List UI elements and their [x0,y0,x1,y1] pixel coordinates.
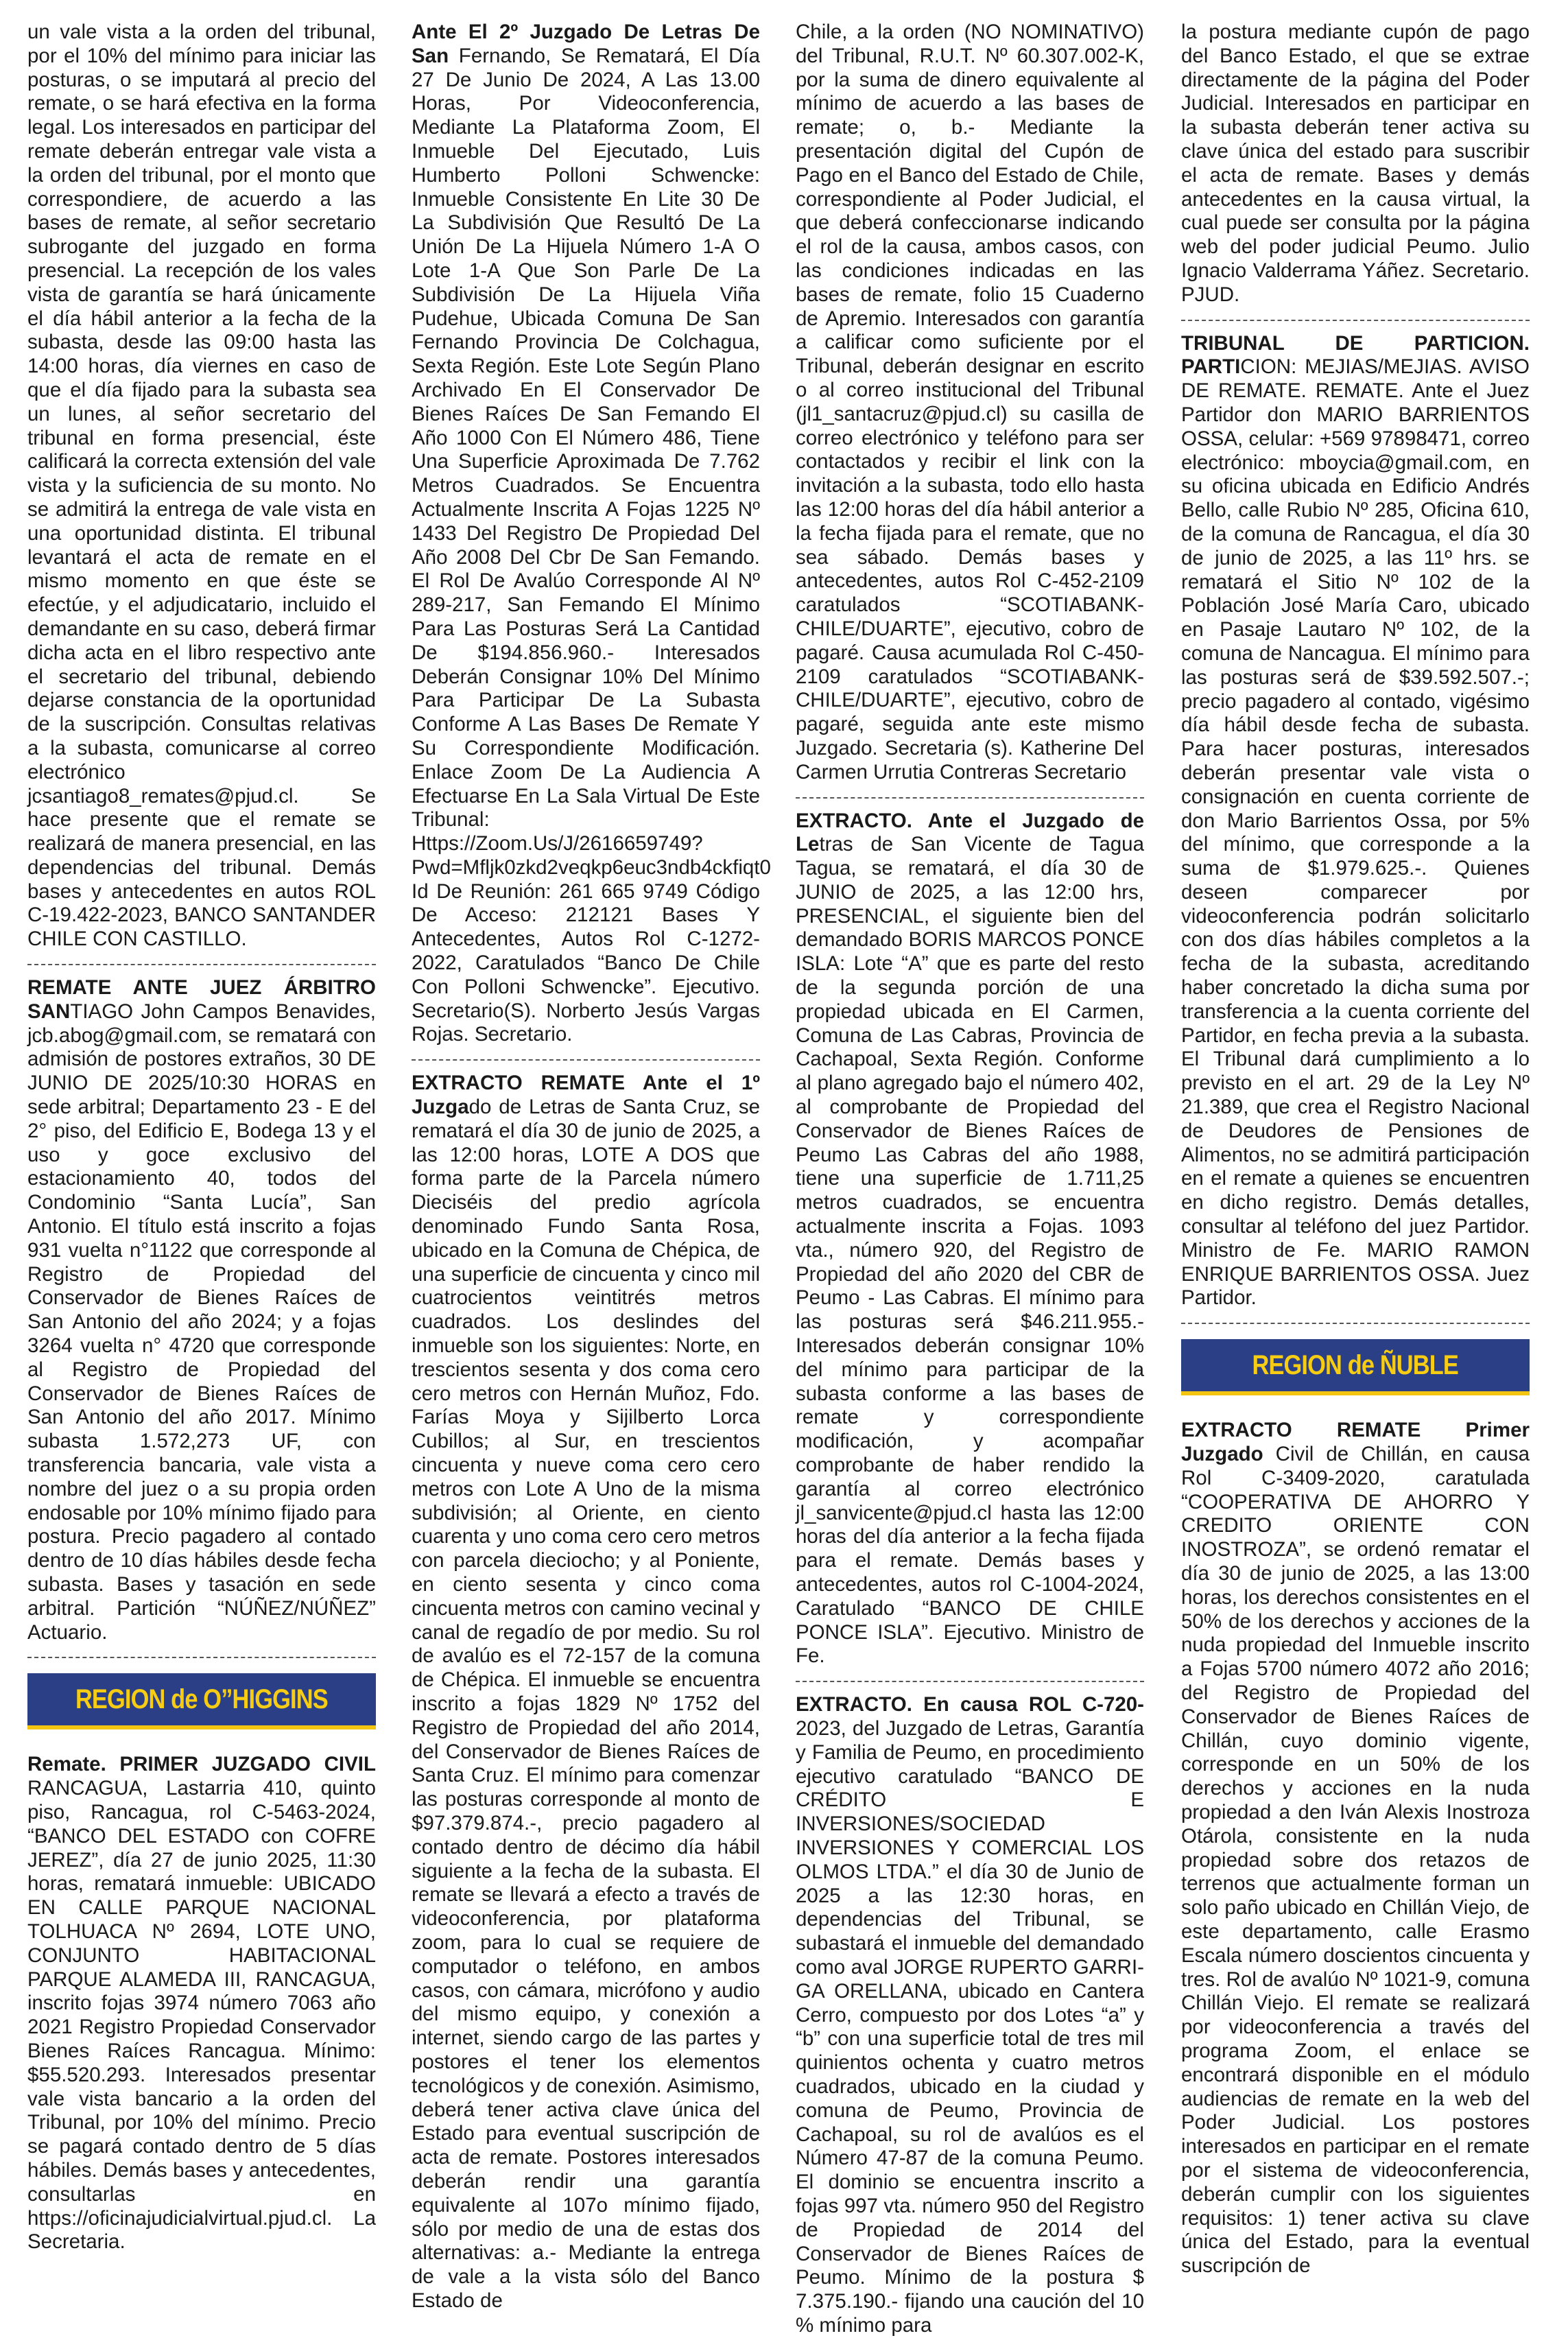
notice-peumo-continued [1181,21,1530,307]
notice-primer-juzgado-rancagua [27,1753,376,2254]
notice-chillan [1181,1419,1530,2278]
region-banner-nuble [1181,1339,1530,1395]
notice-text: RANCAGUA, Lastarria 410, quinto piso, Rancagua, rol C-5463-2024, “BANCO DEL ESTADO con COFRE JEREZ”, día 27 de junio 2025, 11:30 horas, rematará inmueble: UBICADO EN CALLE PARQUE NACIONAL TOLHUACA Nº 2694, LOTE UNO, CONJUNTO HABITACIONAL PARQUE ALAMEDA III, RANCAGUA, inscrito fojas 3974 número 7063 año 2021 Registro Propiedad Conservador Bienes Raíces Rancagua. Mínimo: $55.520.293. Interesados presentar vale vista bancario a la orden del Tribunal, por 10% del mínimo. Precio se pagará contado dentro de 5 días hábiles. Demás bases y antecedentes, consultarlas en https://oficinajudicialvirtual.pjud.cl. La Secretaria. [27,1777,376,2254]
column-1 [27,21,376,2254]
notice-heading: EXTRACTO. En causa ROL C-720- [796,1693,1144,1716]
notice-text: la postura mediante cupón de pago del Banco Estado, el que se extrae directamente de la página del Poder Judicial. Interesados en participar en la subasta deberán tener activa su clave única del estado para suscribir el acta de remate. Bases y demás antecedentes en la causa virtual, la cual puede ser consulta por la página web del poder judicial Peumo. Julio Ignacio Valderrama Yáñez. Secretario. PJUD. [1181,21,1530,306]
notice-text: 2023, del Juzgado de Letras, Garantía y Familia de Peumo, en procedimiento ejecutivo caratulado “BANCO DE CRÉDITO E INVERSIONES/SOCIEDAD INVERSIONES Y COMERCIAL LOS OLMOS LTDA.” el día 30 de Junio de 2025 a las 12:30 horas, en dependencias del Tribunal, se subastará el inmueble del demandado como aval JORGE RUPERTO GARRI-GA ORELLANA, ubicado en Cantera Cerro, compuesto por dos Lotes “a” y “b” con una superficie total de tres mil quinientos ochenta y cuatro metros cuadrados, ubicado en la ciudad y comuna de Peumo, Provincia de Cachapoal, su rol de avalúos es el Número 47-87 de la comuna Peumo. El dominio se encuentra inscrito a fojas 997 vta. número 950 del Registro de Propiedad de 2014 del Conservador de Bienes Raíces de Peumo. Mínimo de la postura $ 7.375.190.- fijando una caución del 10 % mínimo para [796,1716,1144,2337]
notice-heading: Remate. PRIMER JUZGADO CIVIL [27,1753,376,1776]
divider [412,1059,760,1061]
notice-heading: Ante El 2º Juzgado De Letras De San [412,21,760,67]
notice-san-vicente [796,810,1144,1669]
column-4 [1181,21,1530,2278]
notice-text: Chile, a la orden (NO NOMINATIVO) del Tribunal, R.U.T. Nº 60.307.002-K, por la suma de dinero equivalente al mínimo de acuerdo a las bases de remate; o, b.- Mediante la presentación digital del Cupón de Pago en el Banco del Estado de Chile, correspondiente al Poder Judicial, el que deberá confeccionarse indicando el rol de la causa, ambos casos, con las condiciones indicadas en las bases de remate, folio 15 Cuaderno de Apremio. Interesados con garantía a calificar como suficiente por el Tribunal, deberán designar en escrito o al correo institucional del Tribunal (jl1_santacruz@pjud.cl) su casilla de correo electrónico y teléfono para ser contactados y recibir el link con la invitación a la subasta, todo ello hasta las 12:00 horas del día hábil anterior a la fecha fijada para el remate, que no sea sábado. Demás bases y antecedentes, autos Rol C-452-2109 caratulados “SCOTIABANK-CHILE/DUARTE”, ejecutivo, cobro de pagaré. Causa acumulada Rol C-450-2109 caratulados “SCOTIABANK-CHILE/DUARTE”, ejecutivo, cobro de pagaré, seguida ante este mismo Juzgado. Secretaria (s). Katherine Del Carmen Urrutia Contreras Secretario [796,21,1144,783]
region-banner-label: REGION de ÑUBLE [1252,1349,1459,1380]
notice-santander-castillo [27,21,376,952]
region-banner-ohiggins [27,1673,376,1729]
divider [1181,320,1530,321]
notice-text: Civil de Chillán, en causa Rol C-3409-2020, caratulada “COOPERATIVA DE AHORRO Y CREDITO ORIENTE CON INOSTROZA”, se ordenó rematar el día 30 de junio de 2025, a las 13:00 horas, los derechos consistentes en el 50% de los derechos y acciones de la nuda propiedad del Inmueble inscrito a Fojas 5700 número 4072 año 2016; del Registro de Propiedad del Conservador de Bienes Raíces de Chillán, cuyo dominio vigente, corresponde en un 50% de los derechos y acciones en la nuda propiedad a den Iván Alexis Inostroza Otárola, consistente en la nuda propiedad sobre dos retazos de terrenos que actualmente forman un solo paño ubicado en Chillán Viejo, de este departamento, calle Erasmo Escala número doscientos cincuenta y tres. Rol de avalúo Nº 1021-9, comuna Chillán Viejo. El remate se realizará por videoconferencia a través del programa Zoom, el enlace se encontrará disponible en el módulo audiencias de remate en la web del Poder Judicial. Los postores interesados en participar en el remate por el sistema de videoconferencia, deberán cumplir con los siguientes requisitos: 1) tener activa su clave única del Estado, para la eventual suscripción de [1181,1443,1530,2278]
notice-scotiabank-duarte [796,21,1144,785]
column-3 [796,21,1144,2338]
notice-text: Fernando, Se Rematará, El Día 27 De Junio De 2024, A Las 13.00 Horas, Por Videoconferencia, Mediante La Plataforma Zoom, El Inmueble Del Ejecutado, Luis Humberto Polloni Schwencke: Inmueble Consistente En Lite 30 De La Subdivisión Que Resultó De La Unión De La Hijuela Número 1-A O Lote 1-A Que Son Parle De La Subdivisión De La Hijuela Viña Pudehue, Ubicada Comuna De San Fernando Provincia De Colchagua, Sexta Región. Este Lote Según Plano Archivado En El Conservador De Bienes Raíces De San Femando El Año 1000 Con El Número 486, Tiene Una Superficie Aproximada De 7.762 Metros Cuadrados. Se Encuentra Actualmente Inscrita A Fojas 1225 Nº 1433 Del Registro De Propiedad Del Año 2008 Del Cbr De San Femando. El Rol De Avalúo Corresponde Al Nº 289-217, San Femando El Mínimo Para Las Posturas Será La Cantidad De $194.856.960.- Interesados Deberán Consignar 10% Del Mínimo Para Participar De La Subasta Conforme A Las Bases De Remate Y Su Correspondiente Modificación. Enlace Zoom De La Audiencia A Efectuarse En La Sala Virtual De Este Tribunal: Https://Zoom.Us/J/2616659749?Pwd=Mfljk0zkd2veqkp6euc3ndb4ckfiqt0 Id De Reunión: 261 665 9749 Código De Acceso: 212121 Bases Y Antecedentes, Autos Rol C-1272-2022, Caratulados “Banco De Chile Con Polloni Schwencke”. Ejecutivo. Secretario(S). Norberto Jesús Vargas Rojas. Secretario. [412,44,771,1046]
notice-text: tras de San Vicente de Tagua Tagua, se rematará, el día 30 de JUNIO de 2025, a las 12:00 hrs, PRESENCIAL, el siguiente bien del demandado BORIS MARCOS PONCE ISLA: Lote “A” que es parte del resto de la segunda porción de una propiedad ubicada en El Carmen, Comuna de Las Cabras, Provincia de Cachapoal, Sexta Región. Conforme al plano agregado bajo el número 402, al comprobante de Propiedad del Conservador de Bienes Raíces de Peumo Las Cabras del año 1988, tiene una superficie de 1.711,25 metros cuadrados, se encuentra actualmente inscrita a Fojas. 1093 vta., número 920, del Registro de Propiedad del año 2020 del CBR de Peumo - Las Cabras. El mínimo para las posturas será $46.211.955.- Interesados deberán consignar 10% del mínimo para participar de la subasta conforme a las bases de remate y correspondiente modificación, y acompañar comprobante de haber rendido la garantía al correo electrónico jl_sanvicente@pjud.cl hasta las 12:00 horas del día anterior a la fecha fijada para el remate. Demás bases y antecedentes, autos rol C-1004-2024, Caratulado “BANCO DE CHILE PONCE ISLA”. Ejecutivo. Ministro de Fe. [796,833,1144,1668]
region-banner-label: REGION de O”HIGGINS [75,1684,328,1714]
divider [27,964,376,965]
notice-heading: TRIBUNAL DE PARTICION. PARTI [1181,331,1530,379]
notice-heading: EXTRACTO REMATE Primer Juzgado [1181,1419,1530,1466]
notice-peumo [796,1693,1144,2338]
notice-juez-arbitro [27,976,376,1644]
notice-text: TIAGO John Campos Benavides, jcb.abog@gmail.com, se rematará con admisión de postores extraños, 30 DE JUNIO DE 2025/10:30 HORAS en sede arbitral; Departamento 23 - E del 2° piso, del Edificio E, Bodega 13 y el uso y goce exclusivo del estacionamiento 40, todos del Condominio “Santa Lucía”, San Antonio. El título está inscrito a fojas 931 vuelta n°1122 que corresponde al Registro de Propiedad del Conservador de Bienes Raíces de San Antonio del año 2024; y a fojas 3264 vuelta n° 4720 que corresponde al Registro de Propiedad del Conservador de Bienes Raíces de San Antonio del año 2017. Mínimo subasta 1.572,273 UF, con transferencia bancaria, vale vista a nombre del juez o a su propia orden endosable por 10% mínimo fijado para postura. Precio pagadero al contado dentro de 10 días hábiles desde fecha subasta. Bases y tasación en sede arbitral. Partición “NÚÑEZ/NÚÑEZ” Actuario. [27,1000,376,1644]
divider [796,1681,1144,1682]
notice-heading: EXTRACTO REMATE Ante el 1º Juzga [412,1072,760,1119]
divider [27,1657,376,1658]
notice-heading: EXTRACTO. Ante el Juzgado de Le [796,809,1144,856]
column-2 [412,21,771,2313]
divider [796,797,1144,799]
notice-text: CION: MEJIAS/MEJIAS. AVISO DE REMATE. REMATE. Ante el Juez Partidor don MARIO BARRIENTOS OSSA, celular: +569 97898471, correo electrónico: mboycia@gmail.com, en su oficina ubicada en Edificio Andrés Bello, calle Rubio Nº 285, Oficina 610, de la comuna de Rancagua, el día 30 de junio de 2025, a las 11º hrs. se rematará el Sitio Nº 102 de la Población José María Caro, ubicado en Pasaje Lautaro Nº 102, de la comuna de Nancagua. El mínimo para las posturas será de $39.592.507.-; precio pagadero al contado, vigésimo día hábil desde fecha de subasta. Para hacer posturas, interesados deberán presentar vale vista o consignación en cuenta corriente de don Mario Barrientos Ossa, por 5% del mínimo, que corresponde a la suma de $1.979.625.-. Quienes deseen comparecer por videoconferencia podrán solicitarlo con dos días hábiles completos a la fecha de la subasta, acreditando haber concretado la dicha suma por transferencia a la cuenta corriente del Partidor, en fecha previa a la subasta. El Tribunal dará cumplimiento a lo previsto en el art. 29 de la Ley Nº 21.389, que crea el Registro Nacional de Deudores de Pensiones de Alimentos, no se admitirá participación en el remate a quienes se encuentren en dicho registro. Demás detalles, consultar al teléfono del juez Partidor. Ministro de Fe. MARIO RAMON ENRIQUE BARRIENTOS OSSA. Juez Partidor. [1181,355,1530,1310]
notice-tribunal-particion [1181,332,1530,1311]
notice-heading: REMATE ANTE JUEZ ÁRBITRO SAN [27,976,376,1023]
notice-san-fernando [412,21,771,1047]
divider [1181,1323,1530,1324]
notice-santa-cruz [412,1072,760,2313]
notice-text: do de Letras de Santa Cruz, se rematará el día 30 de junio de 2025, a las 12:00 horas, LOTE A DOS que forma parte de la Parcela número Dieciséis del predio agrícola denominado Fundo Santa Rosa, ubicado en la Comuna de Chépica, de una superficie de cincuenta y cinco mil cuatrocientos veintitrés metros cuadrados. Los deslindes del inmueble son los siguientes: Norte, en trescientos sesenta y dos coma cero cero metros con Hernán Muñoz, Fdo. Farías Moya y Sijilberto Lorca Cubillos; al Sur, en trescientos cincuenta y nueve coma cero cero metros con Lote A Uno de la misma subdivisión; al Oriente, en ciento cuarenta y uno coma cero cero metros con parcela dieciocho; y al Poniente, en ciento sesenta y cinco coma cincuenta metros con camino vecinal y canal de regadío de por medio. Su rol de avalúo es el 72-157 de la comuna de Chépica. El inmueble se encuentra inscrito a fojas 1829 Nº 1752 del Registro de Propiedad del año 2014, del Conservador de Bienes Raíces de Santa Cruz. El mínimo para comenzar las posturas corresponde al monto de $97.379.874.-, precio pagadero al contado dentro de décimo día hábil siguiente a la fecha de la subasta. El remate se llevará a efecto a través de videoconferencia, por plataforma zoom, para lo cual se requiere de computador o teléfono, en ambos casos, con cámara, micrófono y audio del mismo equipo, y conexión a internet, siendo cargo de las partes y postores el tener los elementos tecnológicos y de conexión. Asimismo, deberá tener activa clave única del Estado para eventual suscripción de acta de remate. Postores interesados deberán rendir una garantía equivalente al 107o mínimo fijado, sólo por medio de una de estas dos alternativas: a.- Mediante la entrega de vale a la vista sólo del Banco Estado de [412,1096,760,2312]
notice-text: un vale vista a la orden del tribunal, por el 10% del mínimo para iniciar las posturas, o se imputará al precio del remate, o se hará efectiva en la forma legal. Los interesados en participar del remate deberán entregar vale vista a la orden del tribunal, por el monto que correspondiere, de acuerdo a las bases de remate, al señor secretario subrogante del juzgado en forma presencial. La recepción de los vales vista de garantía se hará únicamente el día hábil anterior a la fecha de la subasta, desde las 09:00 hasta las 14:00 horas, día viernes en caso de que el día fijado para la subasta sea un lunes, al señor secretario del tribunal en forma presencial, éste calificará la correcta extensión del vale vista y la suficiencia de su monto. No se admitirá la entrega de vale vista en una oportunidad distinta. El tribunal levantará el acta de remate en el mismo momento en que éste se efectúe, y el adjudicatario, incluido el demandante en su caso, deberá firmar dicha acta en el libro respectivo ante el secretario del tribunal, debiendo dejarse constancia de la oportunidad de la suscripción. Consultas relativas a la subasta, comunicarse al correo electrónico jcsantiago8_remates@pjud.cl. Se hace presente que el remate se realizará de manera presencial, en las dependencias del tribunal. Demás bases y antecedentes en autos ROL C-19.422-2023, BANCO SANTANDER CHILE CON CASTILLO. [27,21,376,951]
